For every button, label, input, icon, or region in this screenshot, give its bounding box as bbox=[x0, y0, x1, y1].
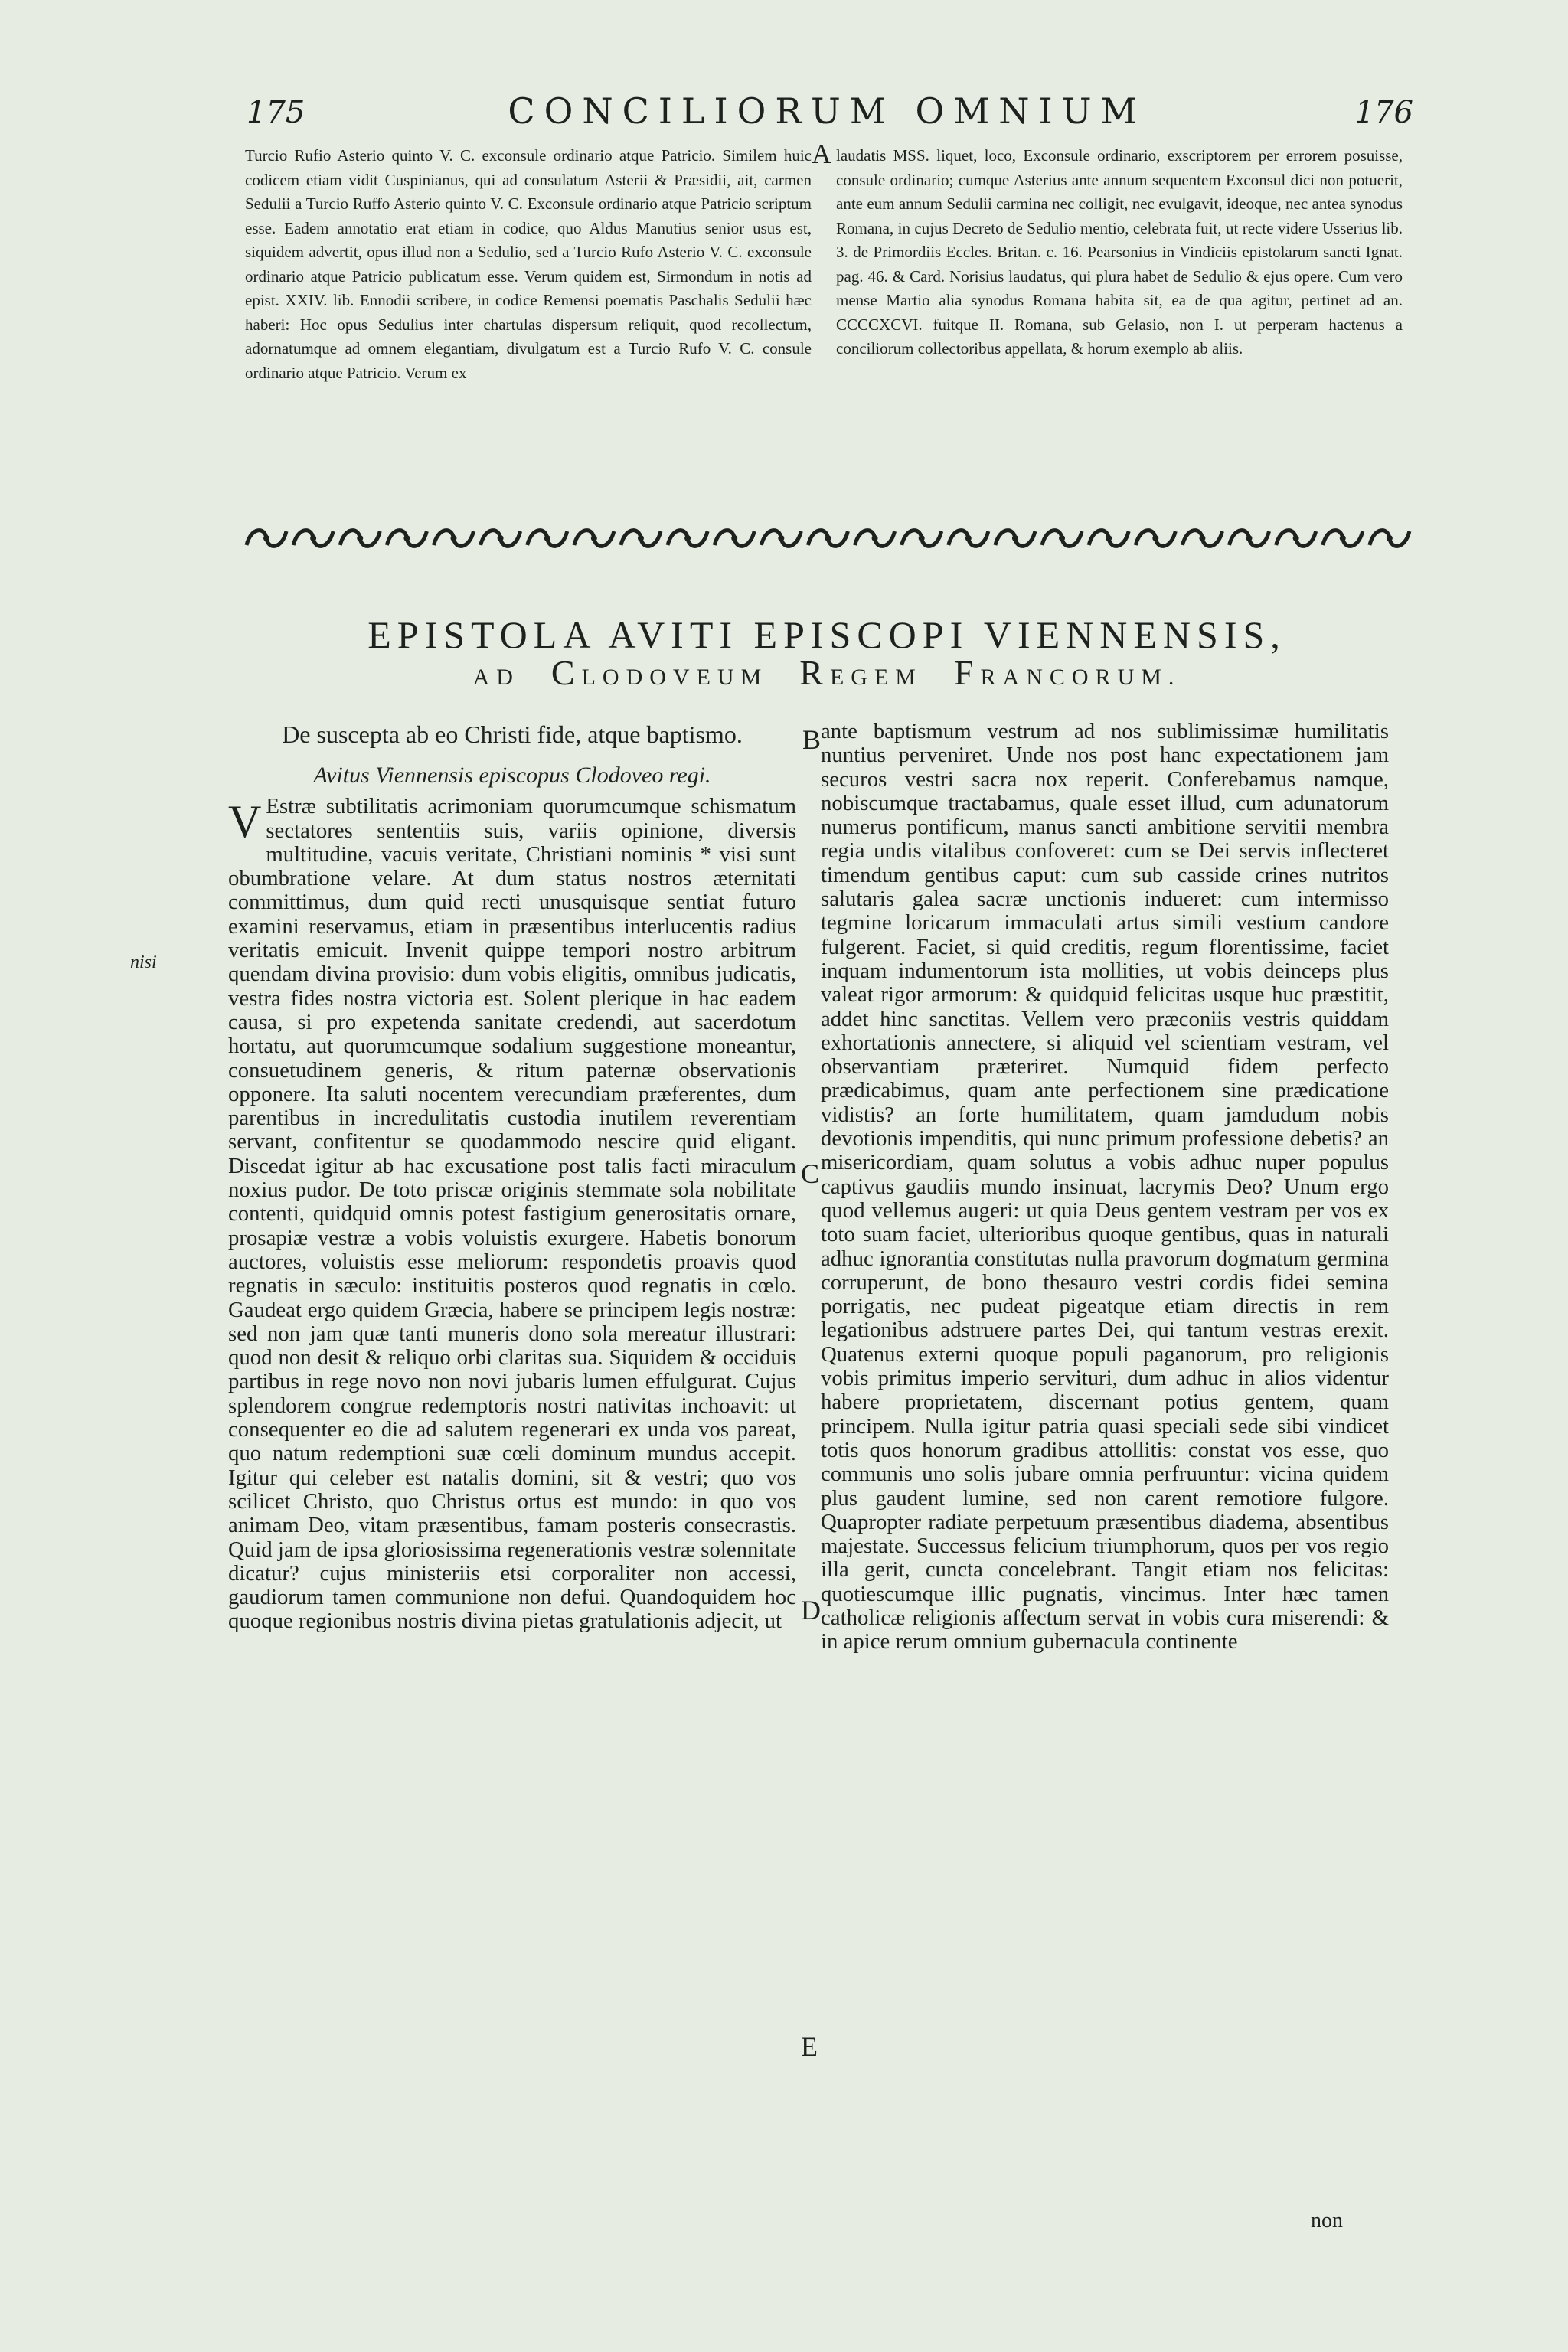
ornament-motif bbox=[1089, 531, 1129, 547]
ornament-motif bbox=[1230, 531, 1269, 547]
section-marker-e: E bbox=[801, 2031, 818, 2062]
footnote-left-text: Turcio Rufio Asterio quinto V. C. exconsule ordinario atque Patricio. Similem huic codicem etiam vidit Cuspinianus, qui ad consulatum Asterii & Præsidii, ait, carmen Sedulii a Turcio Ruffo Asterio quinto V. C. Exconsule ordinario atque Patricio scriptum esse. Eadem annotatio erat etiam in codice, quo Aldus Manutius senior usus est, siquidem advertit, opus illud non a Sedulio, sed a Turcio Rufo Asterio V. C. exconsule ordinario atque Patricio publicatum esse. Verum quidem est, Sirmondum in notis ad epist. XXIV. lib. Ennodii scribere, in codice Remensi poematis Paschalis Sedulii hæc haberi: Hoc opus Sedulius inter chartulas dispersum reliquit, quod recollectum, adornatumque ad omnem elegantiam, divulgatum est a Turcio Rufo V. C. consule ordinario atque Patricio. Verum ex bbox=[245, 146, 812, 382]
drop-cap: V bbox=[228, 796, 262, 848]
left-body-paragraph bbox=[228, 795, 796, 1633]
ornament-motif bbox=[949, 531, 988, 547]
ornament-motif bbox=[293, 531, 333, 547]
ornament-motif bbox=[761, 531, 801, 547]
subtitle-initial: R bbox=[799, 653, 830, 692]
running-title: CONCILIORUM OMNIUM bbox=[508, 90, 1146, 132]
left-body-text: Estræ subtilitatis acrimoniam quorumcumque schismatum sectatores sententiis suis, variis opinione, diversis multitudine, vacuis veritate, Christiani nominis * visi sunt obumbratione velare. At dum status nostros æternitati committimus, dum quid recti unusquisque sentiat futuro examini reservamus, etiam in præsentibus interlucentis radius veritatis emicuit. Invenit quippe tempori nostro arbitrum quendam divina provisio: dum vobis eligitis, omnibus judicatis, vestra fides nostra victoria est. Solent plerique in hac eadem causa, si pro expetenda sanitate credendi, aut sacerdotum hortatu, aut quorumcumque sodalium suggestione moneantur, consuetudinem generis, & ritum paternæ observationis opponere. Ita saluti nocentem verecundiam præferentes, dum parentibus in incredulitatis custodia inutilem reverentiam servant, confitentur se quodammodo nescire quid eligant. Discedat igitur ab hac excusatione post talis facti miraculum noxius pudor. De toto priscæ originis stemmate sola nobilitate contenti, quidquid omnis potest fastigium generositatis ornare, prosapiæ vestræ a vobis voluistis exurgere. Habetis bonorum auctores, voluistis esse meliorum: respondetis proavis quod regnatis in sæculo: instituitis posteros quod regnatis in cœlo. Gaudeat ergo quidem Græcia, habere se principem legis nostræ: sed non jam quæ tanti muneris dono sola mereatur illustrari: quod non desit & reliquo orbi claritas sua. Siquidem & occiduis partibus in rege novo non novi jubaris lumen effulgurat. Cujus splendorem congrue redemptoris nostri nativitas inchoavit: ut consequenter eo die ad salutem regenerari ex unda vos pareat, quo natum redemptioni suæ cœli dominum mundus accepit. Igitur qui celeber est natalis domini, sit & vestri; quo vos scilicet Christo, quo Christus ortus est mundo: in quo vos animam Deo, vitam præsentibus, famam posteris consecrastis. Quid jam de ipsa gloriosissima regenerationis vestræ solennitate dicatur? cujus ministeriis etsi corporaliter non accessi, gaudiorum tamen communione non defui. Quandoquidem hoc quoque regionibus nostris divina pietas gratulationis adjecit, ut bbox=[228, 794, 796, 1634]
ornament-motif bbox=[1135, 531, 1175, 547]
section-marker-a: A bbox=[812, 139, 831, 169]
section-marker-d: D bbox=[801, 1595, 821, 1625]
margin-note: nisi bbox=[130, 952, 157, 972]
subtitle-initial: C bbox=[550, 653, 582, 692]
ornament-motif bbox=[528, 531, 567, 547]
ornament-motif bbox=[855, 531, 895, 547]
left-text-column bbox=[228, 720, 796, 1634]
letter-heading: De suscepta ab eo Christi fide, atque baptismo. bbox=[282, 720, 743, 748]
ornament-motif bbox=[1370, 531, 1410, 547]
section-marker-b: B bbox=[802, 724, 822, 755]
ornament-motif bbox=[340, 531, 380, 547]
ornament-motif bbox=[433, 531, 473, 547]
right-body-text: ante baptismum vestrum ad nos sublimissimæ humilitatis nuntius perveniret. Unde nos post hanc expectationem jam securos vestri sacra nox reperit. Conferebamus namque, nobiscumque tractabamus, quale esset illud, cum adunatorum numerus pontificum, manus sancti ambitione servitii membra regia undis vitalibus confoveret: cum se Dei servis inflecteret timendum gentibus caput: cum sub casside crines nutritos salutaris galea sacræ unctionis indueret: cum intermisso tegmine loricarum immaculati artus simili vestium candore fulgerent. Faciet, si quid creditis, regum florentissime, faciet inquam indumentorum ista mollities, ut vobis deinceps plus valeat rigor armorum: & quidquid felicitas usque huc præstitit, addet hinc sanctitas. Vellem vero præconiis vestris quiddam exhortationis annectere, si aliquid vel scientiam vestram, vel observantiam præteriret. Numquid fidem perfecto prædicabimus, quam ante perfectionem sine prædicatione vidistis? an forte humilitatem, quam jamdudum nobis devotionis impenditis, qui nunc primum professione debetis? an misericordiam, quam solutus a vobis adhuc nuper populus captivus gaudiis mundo insinuat, lacrymis Deo? Unum ergo quod vellemus augeri: ut quia Deus gentem vestram per vos ex toto suam faciet, ulterioribus quoque gentibus, quas in naturali adhuc ignorantia constitutas nulla pravorum dogmatum germina corruperunt, de bono thesauro vestri cordis fidei semina porrigatis, nec pudeat pigeatque etiam directis in rem legationibus adstruere partes Dei, qui tantum vestras erexit. Quatenus externi quoque populi paganorum, pro religionis vobis primitus imperio servituri, dum adhuc in alios videntur habere proprietatem, discernant potius gentem, quam principem. Nulla igitur patria quasi speciali sede sibi vindicet totis quos honorum gradibus attollitis: constat vos esse, quo communis uno solis jubare omnia perfruuntur: vicina quidem plus gaudent lumine, sed non carent remotiore fulgore. Quapropter radiate perpetuum præsentibus diadema, absentibus majestate. Successus felicium triumphorum, quos per vos regio illa gerit, cuncta concelebrant. Tangit etiam nos felicitas: quotiescumque illic pugnatis, vincimus. Inter hæc tamen catholicæ religionis affectum servat in vobis cura miserendi: & in apice rerum omnium gubernacula continente bbox=[821, 719, 1389, 1655]
ornament-motif bbox=[1182, 531, 1222, 547]
ornament-motif bbox=[387, 531, 426, 547]
ornament-motif bbox=[1276, 531, 1316, 547]
footnote-left-column bbox=[245, 144, 812, 385]
ornament-motif bbox=[714, 531, 754, 547]
ornament-motif bbox=[995, 531, 1035, 547]
ornament-motif bbox=[1042, 531, 1082, 547]
catchword: non bbox=[1311, 2209, 1343, 2233]
ornament-band bbox=[243, 522, 1413, 554]
subtitle-word: LODOVEUM bbox=[581, 665, 769, 690]
subtitle-initial: F bbox=[953, 653, 981, 692]
ornament-motif bbox=[574, 531, 614, 547]
subtitle-word: AD bbox=[472, 665, 520, 690]
letter-title: EPISTOLA AVITI EPISCOPI VIENNENSIS, bbox=[368, 613, 1286, 656]
ornament-motif bbox=[247, 531, 286, 547]
footnote-right-column bbox=[836, 144, 1403, 361]
ornament-motif bbox=[902, 531, 942, 547]
ornament-motif bbox=[1323, 531, 1363, 547]
ornament-motif bbox=[808, 531, 848, 547]
ornament-motif bbox=[481, 531, 521, 547]
letter-salutation: Avitus Viennensis episcopus Clodoveo regi. bbox=[313, 763, 711, 788]
right-text-column bbox=[821, 720, 1389, 1655]
letter-subtitle bbox=[230, 652, 1424, 693]
subtitle-word: EGEM bbox=[829, 665, 923, 690]
ornament-motif bbox=[621, 531, 661, 547]
running-header bbox=[230, 90, 1424, 144]
footnote-right-text: laudatis MSS. liquet, loco, Exconsule ordinario, exscriptorem per errorem posuisse, consule ordinario; cumque Asterius ante annum sequentem Exconsul dici non potuerit, ante eum annum Sedulii carmina nec colligit, nec evulgavit, ideoque, nec antea synodus Romana, in cujus Decreto de Sedulio mentio, celebrata fuit, ut recte videre Usserius lib. 3. de Primordiis Eccles. Britan. c. 16. Pearsonius in Vindiciis epistolarum sancti Ignat. pag. 46. & Card. Norisius laudatus, qui plura habet de Sedulio & ejus opere. Cum vero mense Martio alia synodus Romana habita sit, ea de qua agitur, pertinet ad an. CCCCXCVI. fuitque II. Romana, sub Gelasio, non I. ut perperam hactenus a conciliorum collectoribus appellata, & horum exemplo ab aliis. bbox=[836, 146, 1403, 358]
section-marker-c: C bbox=[801, 1158, 820, 1189]
page-number-right: 176 bbox=[1354, 95, 1413, 130]
page-number-left: 175 bbox=[247, 95, 305, 130]
ornament-motif bbox=[668, 531, 707, 547]
subtitle-word: RANCORUM. bbox=[980, 665, 1181, 690]
